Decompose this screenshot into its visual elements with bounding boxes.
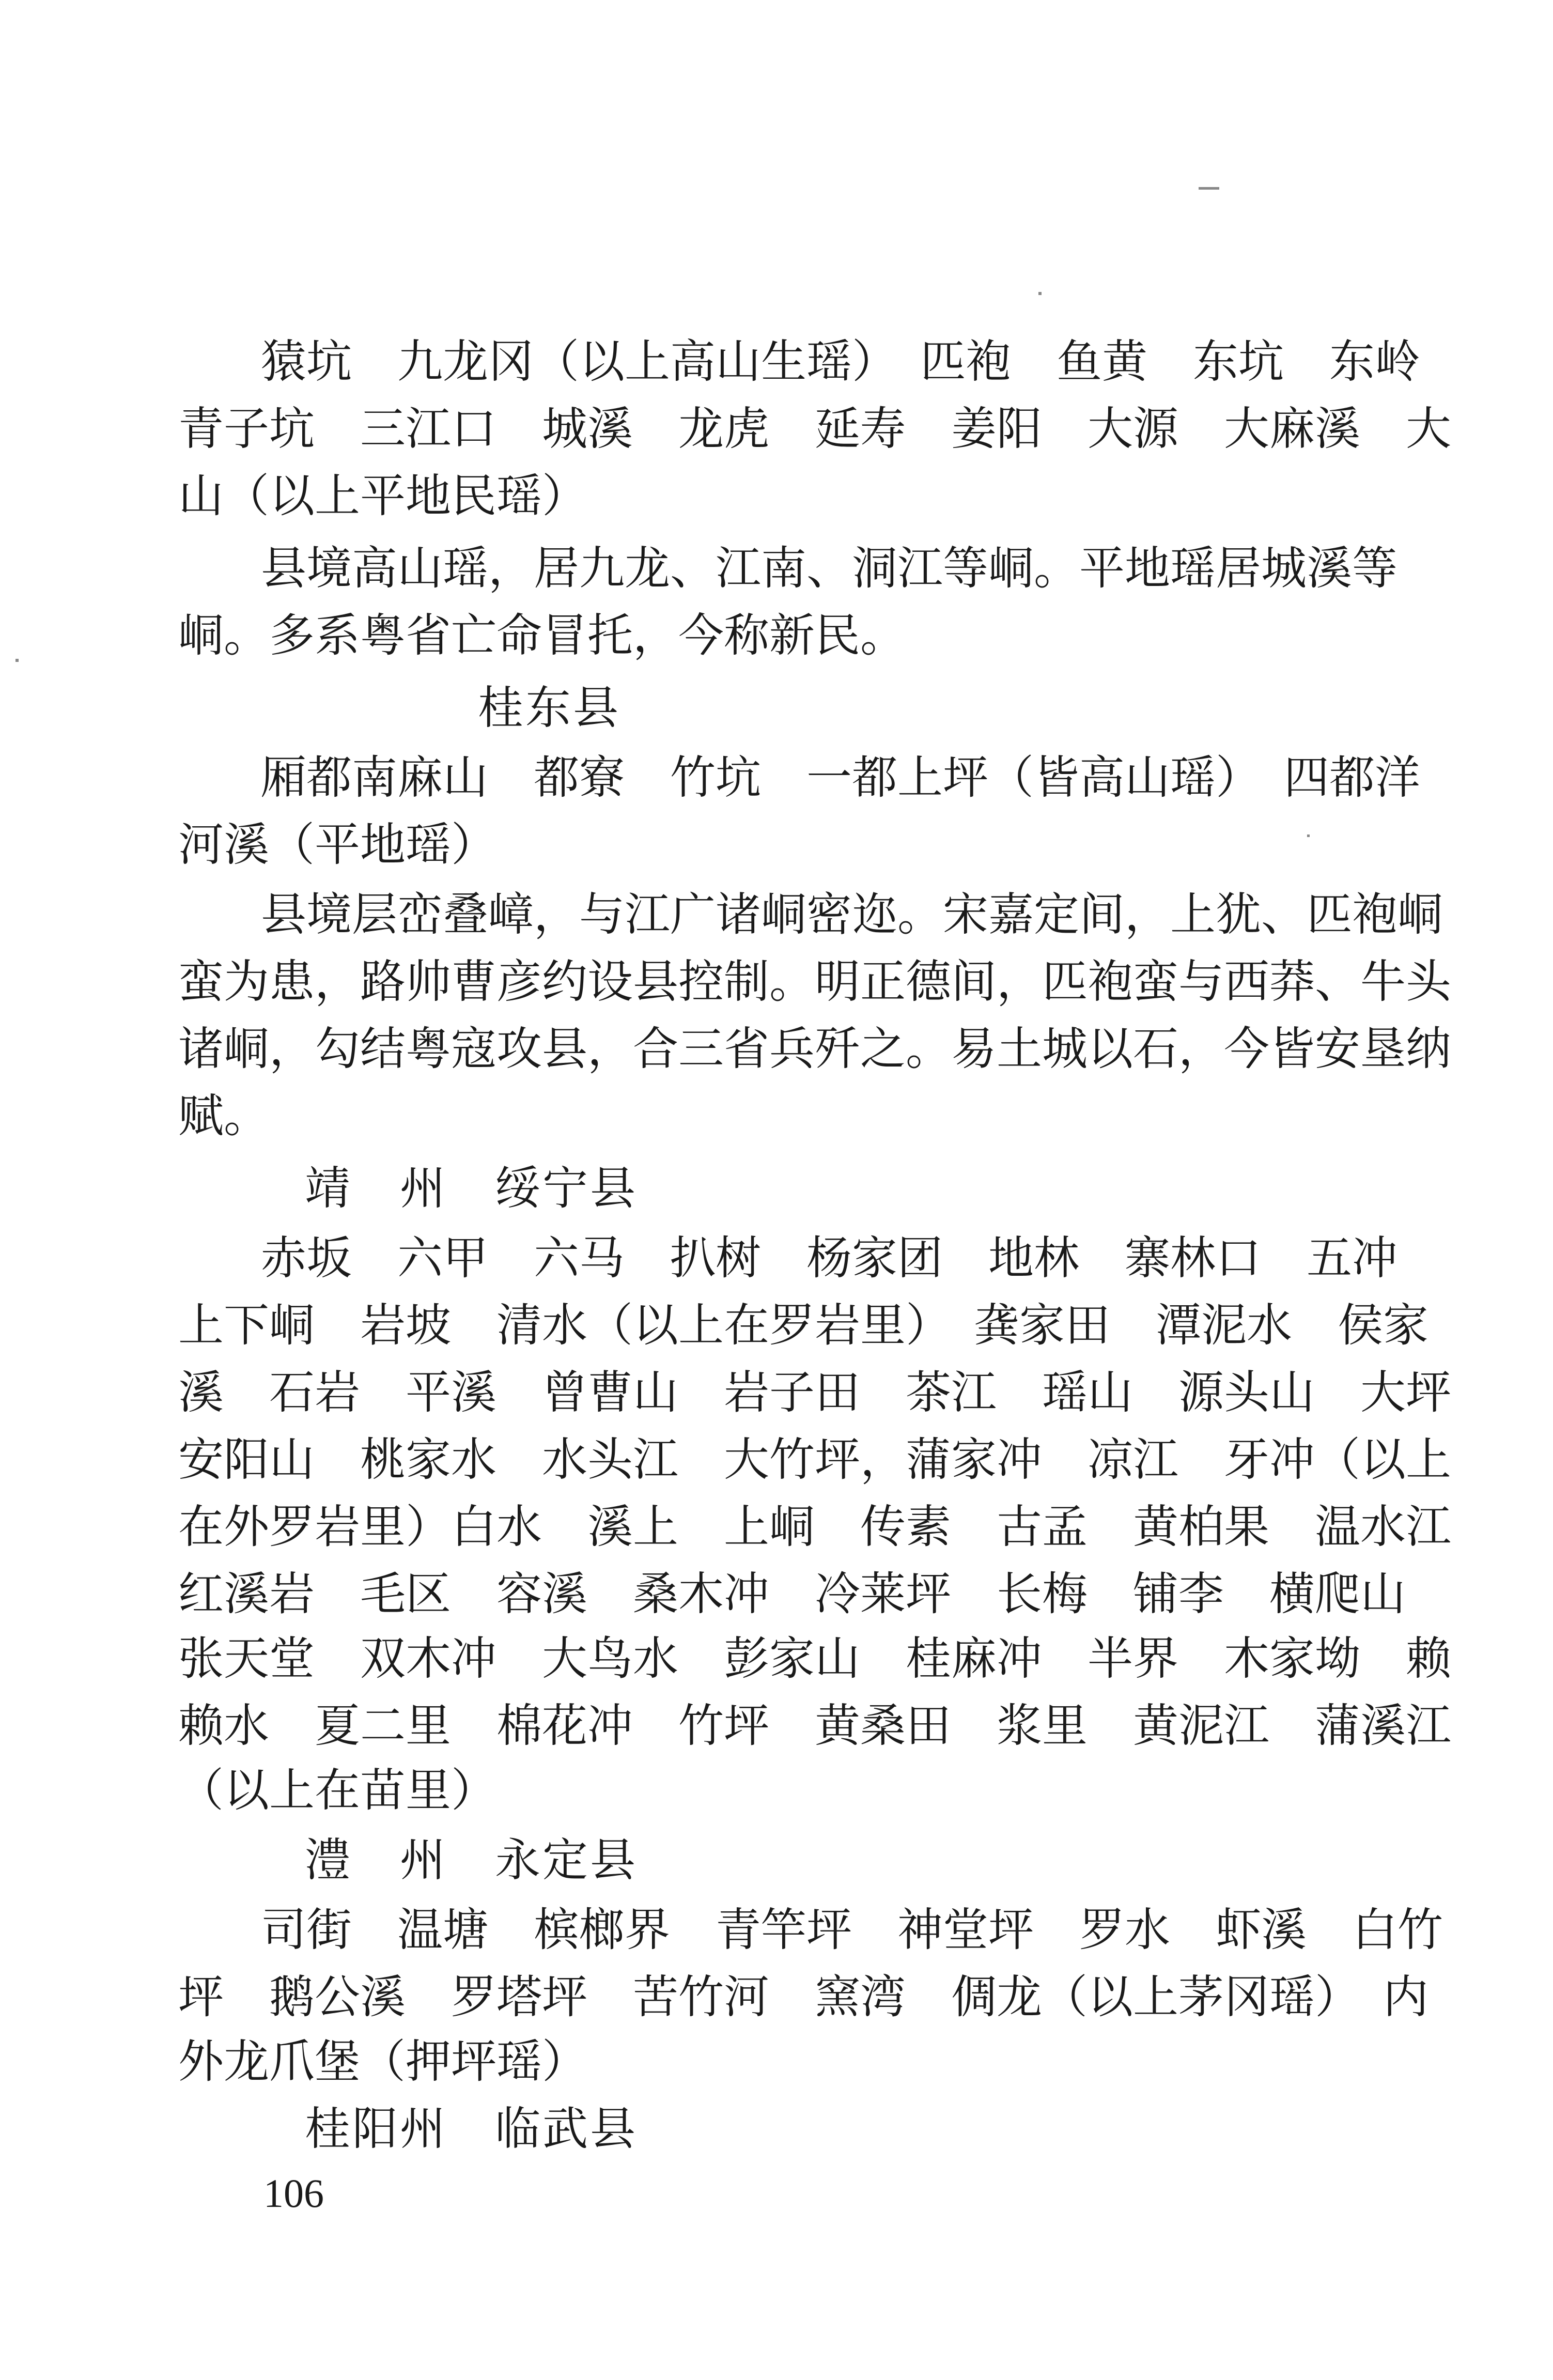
text-line-20: 张天堂 双木冲 大鸟水 彭家山 桂麻冲 半界 木家坳 赖 — [178, 1632, 1452, 1685]
text-line-19: 红溪岩 毛区 容溪 桑木冲 冷莱坪 长梅 铺李 横爬山 — [178, 1567, 1406, 1620]
text-line-24: 司街 温塘 槟榔界 青竿坪 神堂坪 罗水 虾溪 白竹 — [261, 1903, 1443, 1956]
section-heading-guidong: 桂东县 — [478, 681, 621, 734]
text-line-11: 诸峒，勾结粤寇攻县，合三省兵歼之。易土城以石，今皆安垦纳 — [178, 1022, 1452, 1075]
text-line-1: 猿坑 九龙冈（以上高山生瑶） 匹袍 鱼黄 东坑 东岭 — [261, 335, 1421, 388]
text-line-22: （以上在苗里） — [178, 1764, 497, 1817]
text-line-8: 河溪（平地瑶） — [178, 818, 497, 871]
scan-dot — [1038, 292, 1042, 295]
text-line-4: 县境高山瑶，居九龙、江南、洞江等峒。平地瑶居城溪等 — [261, 542, 1398, 595]
section-heading-jingzhou: 靖 州 绥宁县 — [305, 1162, 638, 1215]
page-number: 106 — [263, 2171, 324, 2216]
scan-mark — [1199, 187, 1219, 190]
text-line-21: 赖水 夏二里 棉花冲 竹坪 黄桑田 浆里 黄泥江 蒲溪江 — [178, 1699, 1452, 1752]
text-line-2: 青子坑 三江口 城溪 龙虎 延寿 姜阳 大源 大麻溪 大 — [178, 402, 1452, 455]
text-line-10: 蛮为患，路帅曹彦约设县控制。明正德间，匹袍蛮与西莽、牛头 — [178, 955, 1452, 1008]
text-line-3: 山（以上平地民瑶） — [178, 469, 588, 522]
scan-dot — [1307, 834, 1310, 837]
text-line-14: 赤坂 六甲 六马 扒树 杨家团 地林 寨林口 五冲 — [261, 1231, 1398, 1285]
text-line-9: 县境层峦叠嶂，与江广诸峒密迩。宋嘉定间，上犹、匹袍峒 — [261, 888, 1443, 941]
text-line-26: 外龙爪堡（押坪瑶） — [178, 2035, 588, 2088]
text-line-5: 峒。多系粤省亡命冒托，今称新民。 — [178, 609, 906, 662]
scan-dot — [15, 659, 19, 662]
text-line-7: 厢都南麻山 都寮 竹坑 一都上坪（皆高山瑶） 四都洋 — [261, 751, 1421, 804]
text-line-17: 安阳山 桃家水 水头江 大竹坪，蒲家冲 凉江 牙冲（以上 — [178, 1433, 1452, 1486]
text-line-15: 上下峒 岩坡 清水（以上在罗岩里） 龚家田 潭泥水 侯家 — [178, 1299, 1429, 1352]
text-line-12: 赋。 — [178, 1089, 270, 1142]
text-line-16: 溪 石岩 平溪 曾曹山 岩子田 茶江 瑶山 源头山 大坪 — [178, 1366, 1452, 1419]
section-heading-guiyang: 桂阳州 临武县 — [305, 2102, 638, 2155]
text-line-18: 在外罗岩里）白水 溪上 上峒 传素 古孟 黄柏果 温水江 — [178, 1500, 1452, 1553]
text-line-25: 坪 鹅公溪 罗塔坪 苦竹河 窯湾 倜龙（以上茅冈瑶） 内 — [178, 1970, 1429, 2023]
section-heading-lizhou: 澧 州 永定县 — [305, 1833, 638, 1887]
